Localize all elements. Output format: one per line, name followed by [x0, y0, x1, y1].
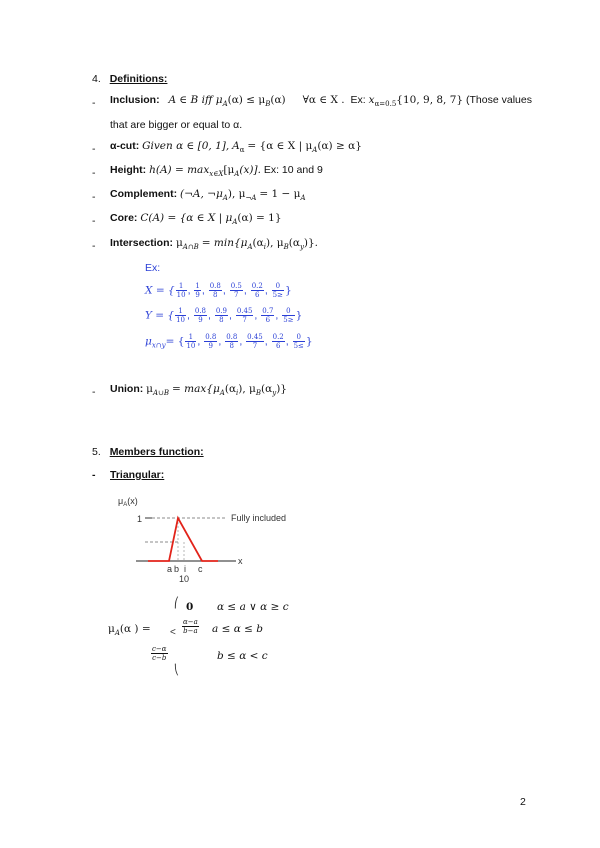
piecewise-lhs-end: (α ) = [119, 623, 151, 635]
triangular-membership-graph [100, 490, 320, 585]
example-fraction [251, 282, 264, 299]
example-fraction [176, 282, 187, 299]
brace-top-icon: ⎛ [174, 598, 179, 609]
graph-one-label: 1 [137, 514, 143, 524]
comma-separator: , [254, 309, 261, 322]
fraction-denominator: 6 [265, 316, 271, 324]
equals-brace: = { [165, 335, 185, 348]
subscript: A [232, 218, 238, 227]
comma-separator: , [187, 309, 193, 322]
subscript: y [299, 243, 304, 252]
section-number: 4. [92, 73, 101, 85]
core-label: Core: [110, 212, 138, 224]
example-fraction [175, 307, 186, 324]
case3-condition: b ≤ α < c [217, 650, 268, 662]
subscript: A [114, 629, 120, 638]
subscript: i [236, 389, 239, 398]
graph-ten-label: 10 [179, 574, 190, 584]
graph-b-label: b [174, 564, 180, 574]
comma-separator: , [243, 284, 250, 297]
fraction-numerator: 0 [282, 307, 294, 316]
section-title: Members function: [109, 446, 204, 458]
core-formula: C(A) = {α ∈ X | μ [140, 212, 233, 224]
bullet-dash: - [92, 167, 96, 179]
subscript: α=0.5 [374, 100, 397, 109]
alpha-cut-line [110, 140, 362, 154]
case1-value: 0 [186, 601, 194, 613]
subscript: A [300, 194, 306, 203]
complement-formula-mid: ), μ [227, 188, 246, 200]
union-line [110, 383, 287, 397]
fraction-denominator: 7 [242, 316, 247, 324]
subscript: α [239, 146, 245, 155]
fraction-numerator: 0.8 [209, 282, 221, 290]
complement-line [110, 188, 306, 202]
height-example: Ex: 10 and 9 [263, 164, 323, 176]
subscript: A [222, 194, 228, 203]
example-row-lhs: X = { [145, 284, 175, 297]
subscript: x∩y [151, 341, 166, 350]
case2-condition: a ≤ α ≤ b [212, 623, 264, 635]
fraction-denominator: c−b [152, 654, 167, 662]
union-formula-part: ), μ [238, 383, 256, 395]
fraction-numerator: 0.8 [194, 307, 206, 315]
alpha-cut-given: Given α ∈ [0, 1], [142, 140, 230, 152]
fraction-numerator: 0.7 [262, 307, 274, 315]
comma-separator: , [285, 335, 292, 348]
comma-separator: , [218, 335, 225, 348]
inclusion-note: (Those values [466, 94, 532, 106]
fraction-denominator: 5≤ [293, 342, 304, 350]
fraction-denominator: 6 [275, 342, 281, 350]
subscript: y [272, 389, 277, 398]
example-fraction [293, 333, 305, 350]
height-formula: h(A) = max [149, 164, 210, 176]
fraction-denominator: 10 [186, 342, 196, 350]
page-number: 2 [520, 796, 526, 808]
complement-formula-end: = 1 − μ [259, 188, 301, 200]
core-line [110, 212, 282, 226]
fraction-numerator: 1 [195, 282, 200, 290]
comma-separator: , [264, 284, 271, 297]
union-label: Union: [110, 383, 144, 395]
graph-a-label: a [167, 564, 173, 574]
example-fraction [246, 333, 264, 350]
subscript: ¬A [245, 194, 257, 203]
comma-separator: , [201, 284, 208, 297]
mu-symbol: μ [108, 623, 115, 635]
height-line [110, 164, 323, 178]
example-fraction [225, 333, 238, 350]
fraction-denominator: 5≥ [283, 316, 294, 324]
example-set: {10, 9, 8, 7} [396, 94, 464, 106]
brace-middle-icon: < [170, 627, 176, 638]
alpha-cut-set: A [232, 140, 240, 152]
core-formula-end: (α) = 1} [237, 212, 282, 224]
case1-condition: α ≤ a ∨ α ≥ c [217, 601, 289, 613]
example-row-lhs: μ [145, 335, 152, 348]
subscript: i [263, 243, 266, 252]
example-fraction [204, 333, 217, 350]
fraction-denominator: 9 [198, 316, 203, 324]
union-formula-max: = max{μ [172, 383, 220, 395]
graph-fully-included-label: Fully included [231, 513, 287, 523]
comma-separator: , [222, 284, 229, 297]
graph-y-label: $\mu_A(x)$ [118, 496, 138, 508]
bullet-dash: - [92, 97, 96, 109]
comma-separator: , [239, 335, 246, 348]
fraction-numerator: 0.45 [236, 307, 253, 315]
bullet-dash: - [92, 469, 96, 481]
inclusion-note-continued: that are bigger or equal to α. [110, 119, 243, 131]
case2-value [181, 618, 200, 635]
fraction-numerator: 0.2 [272, 333, 284, 341]
bullet-dash: - [92, 215, 96, 227]
fraction-denominator: b−a [183, 627, 198, 635]
comma-separator: , [208, 309, 214, 322]
intersection-formula-min: = min{μ [201, 237, 248, 249]
fraction-numerator: c−α [152, 645, 167, 653]
example-fraction [209, 282, 222, 299]
fraction-denominator: 7 [252, 342, 258, 350]
height-formula-mid: [μ [223, 164, 235, 176]
x-variable: x [368, 94, 375, 106]
fraction-denominator: 9 [208, 342, 213, 350]
example-fraction [272, 282, 284, 299]
section-number: 5. [92, 446, 101, 458]
example-row-lhs: Y = { [145, 309, 175, 322]
subscript: B [255, 389, 262, 398]
subscript: A∩B [182, 243, 199, 252]
subscript: A [247, 243, 253, 252]
alpha-cut-formula: = {α ∈ X | μ [247, 140, 313, 152]
intersection-formula-part: ), μ [265, 237, 284, 249]
fraction-numerator: 0.2 [251, 282, 263, 290]
complement-formula: (¬A, ¬μ [180, 188, 223, 200]
bullet-dash: - [92, 240, 96, 252]
fraction-numerator: 1 [175, 307, 186, 316]
subscript: A∪B [153, 389, 170, 398]
alpha-cut-label: α-cut: [110, 140, 140, 152]
brace-bottom-icon: ⎝ [174, 665, 179, 676]
fraction-numerator: 1 [185, 333, 196, 342]
inclusion-formula-mid: (α) ≤ μ [227, 94, 266, 106]
triangular-heading: Triangular: [110, 469, 165, 481]
closing-brace: } [305, 335, 313, 348]
example-heading: Ex: [145, 262, 161, 274]
subscript: A [312, 146, 318, 155]
inclusion-label: Inclusion: [110, 94, 160, 106]
fraction-denominator: 5≥ [272, 291, 283, 299]
example-fraction [282, 307, 294, 324]
union-formula-end: )} [276, 383, 287, 395]
intersection-formula: μ [175, 237, 183, 249]
height-formula-end: (x)]. [239, 164, 261, 176]
example-fraction [194, 307, 207, 324]
fraction-denominator: 10 [176, 316, 186, 324]
intersection-formula-part: (α [288, 237, 300, 249]
example-fraction [261, 307, 274, 324]
fraction-denominator: 7 [234, 291, 239, 299]
union-formula-part: (α [224, 383, 237, 395]
fraction-numerator: 0.9 [215, 307, 227, 315]
fraction-numerator: 1 [176, 282, 187, 291]
inclusion-formula-end: (α) [270, 94, 286, 106]
intersection-formula-end: )}. [303, 237, 319, 249]
example-row [145, 333, 313, 350]
inclusion-formula: A ∈ B iff μ [168, 94, 223, 106]
fraction-denominator: 8 [213, 291, 218, 299]
fraction-numerator: 0.5 [230, 282, 242, 290]
closing-brace: } [295, 309, 303, 322]
example-label: Ex: [350, 94, 366, 106]
fraction-numerator: 0 [293, 333, 305, 342]
intersection-formula-part: (α [252, 237, 264, 249]
intersection-line [110, 237, 318, 251]
subscript: B [265, 100, 271, 109]
intersection-label: Intersection: [110, 237, 174, 249]
example-fraction [185, 333, 196, 350]
union-formula-part: (α [261, 383, 273, 395]
bullet-dash: - [92, 386, 96, 398]
closing-brace: } [285, 284, 292, 297]
graph-i-label: i [184, 564, 186, 574]
forall-clause: ∀α ∈ X . [302, 94, 345, 106]
bullet-dash: - [92, 191, 96, 203]
fraction-numerator: α−a [183, 618, 198, 626]
comma-separator: , [187, 284, 194, 297]
piecewise-lhs [108, 623, 151, 637]
fraction-denominator: 10 [176, 291, 186, 299]
fraction-denominator: 9 [195, 291, 200, 299]
subscript: A [234, 170, 240, 179]
comma-separator: , [228, 309, 235, 322]
section-5-heading [92, 446, 204, 458]
subscript: A [219, 389, 225, 398]
subscript: x∈X [209, 170, 224, 179]
fraction-numerator: 0 [272, 282, 284, 291]
example-fraction [236, 307, 254, 324]
subscript: A [222, 100, 228, 109]
example-row [145, 282, 292, 299]
graph-c-label: c [198, 564, 203, 574]
complement-label: Complement: [110, 188, 178, 200]
bullet-dash: - [92, 143, 96, 155]
example-row [145, 307, 302, 324]
inclusion-line [110, 94, 532, 108]
alpha-cut-formula-end: (α) ≥ α} [317, 140, 362, 152]
comma-separator: , [264, 335, 271, 348]
example-fraction [272, 333, 285, 350]
subscript: B [283, 243, 289, 252]
union-formula: μ [146, 383, 153, 395]
section-title: Definitions: [109, 73, 168, 85]
case3-value [150, 645, 169, 662]
graph-triangle-line [148, 518, 218, 561]
section-4-heading [92, 73, 167, 85]
fraction-numerator: 0.45 [247, 333, 263, 341]
fraction-denominator: 8 [219, 316, 224, 324]
fraction-denominator: 6 [255, 291, 260, 299]
fraction-denominator: 8 [229, 342, 234, 350]
graph-x-label: x [238, 556, 243, 566]
example-fraction [215, 307, 228, 324]
fraction-numerator: 0.8 [205, 333, 217, 341]
comma-separator: , [275, 309, 282, 322]
comma-separator: , [197, 335, 204, 348]
fraction-numerator: 0.8 [226, 333, 238, 341]
example-fraction [230, 282, 243, 299]
example-fraction [194, 282, 200, 299]
height-label: Height: [110, 164, 147, 176]
